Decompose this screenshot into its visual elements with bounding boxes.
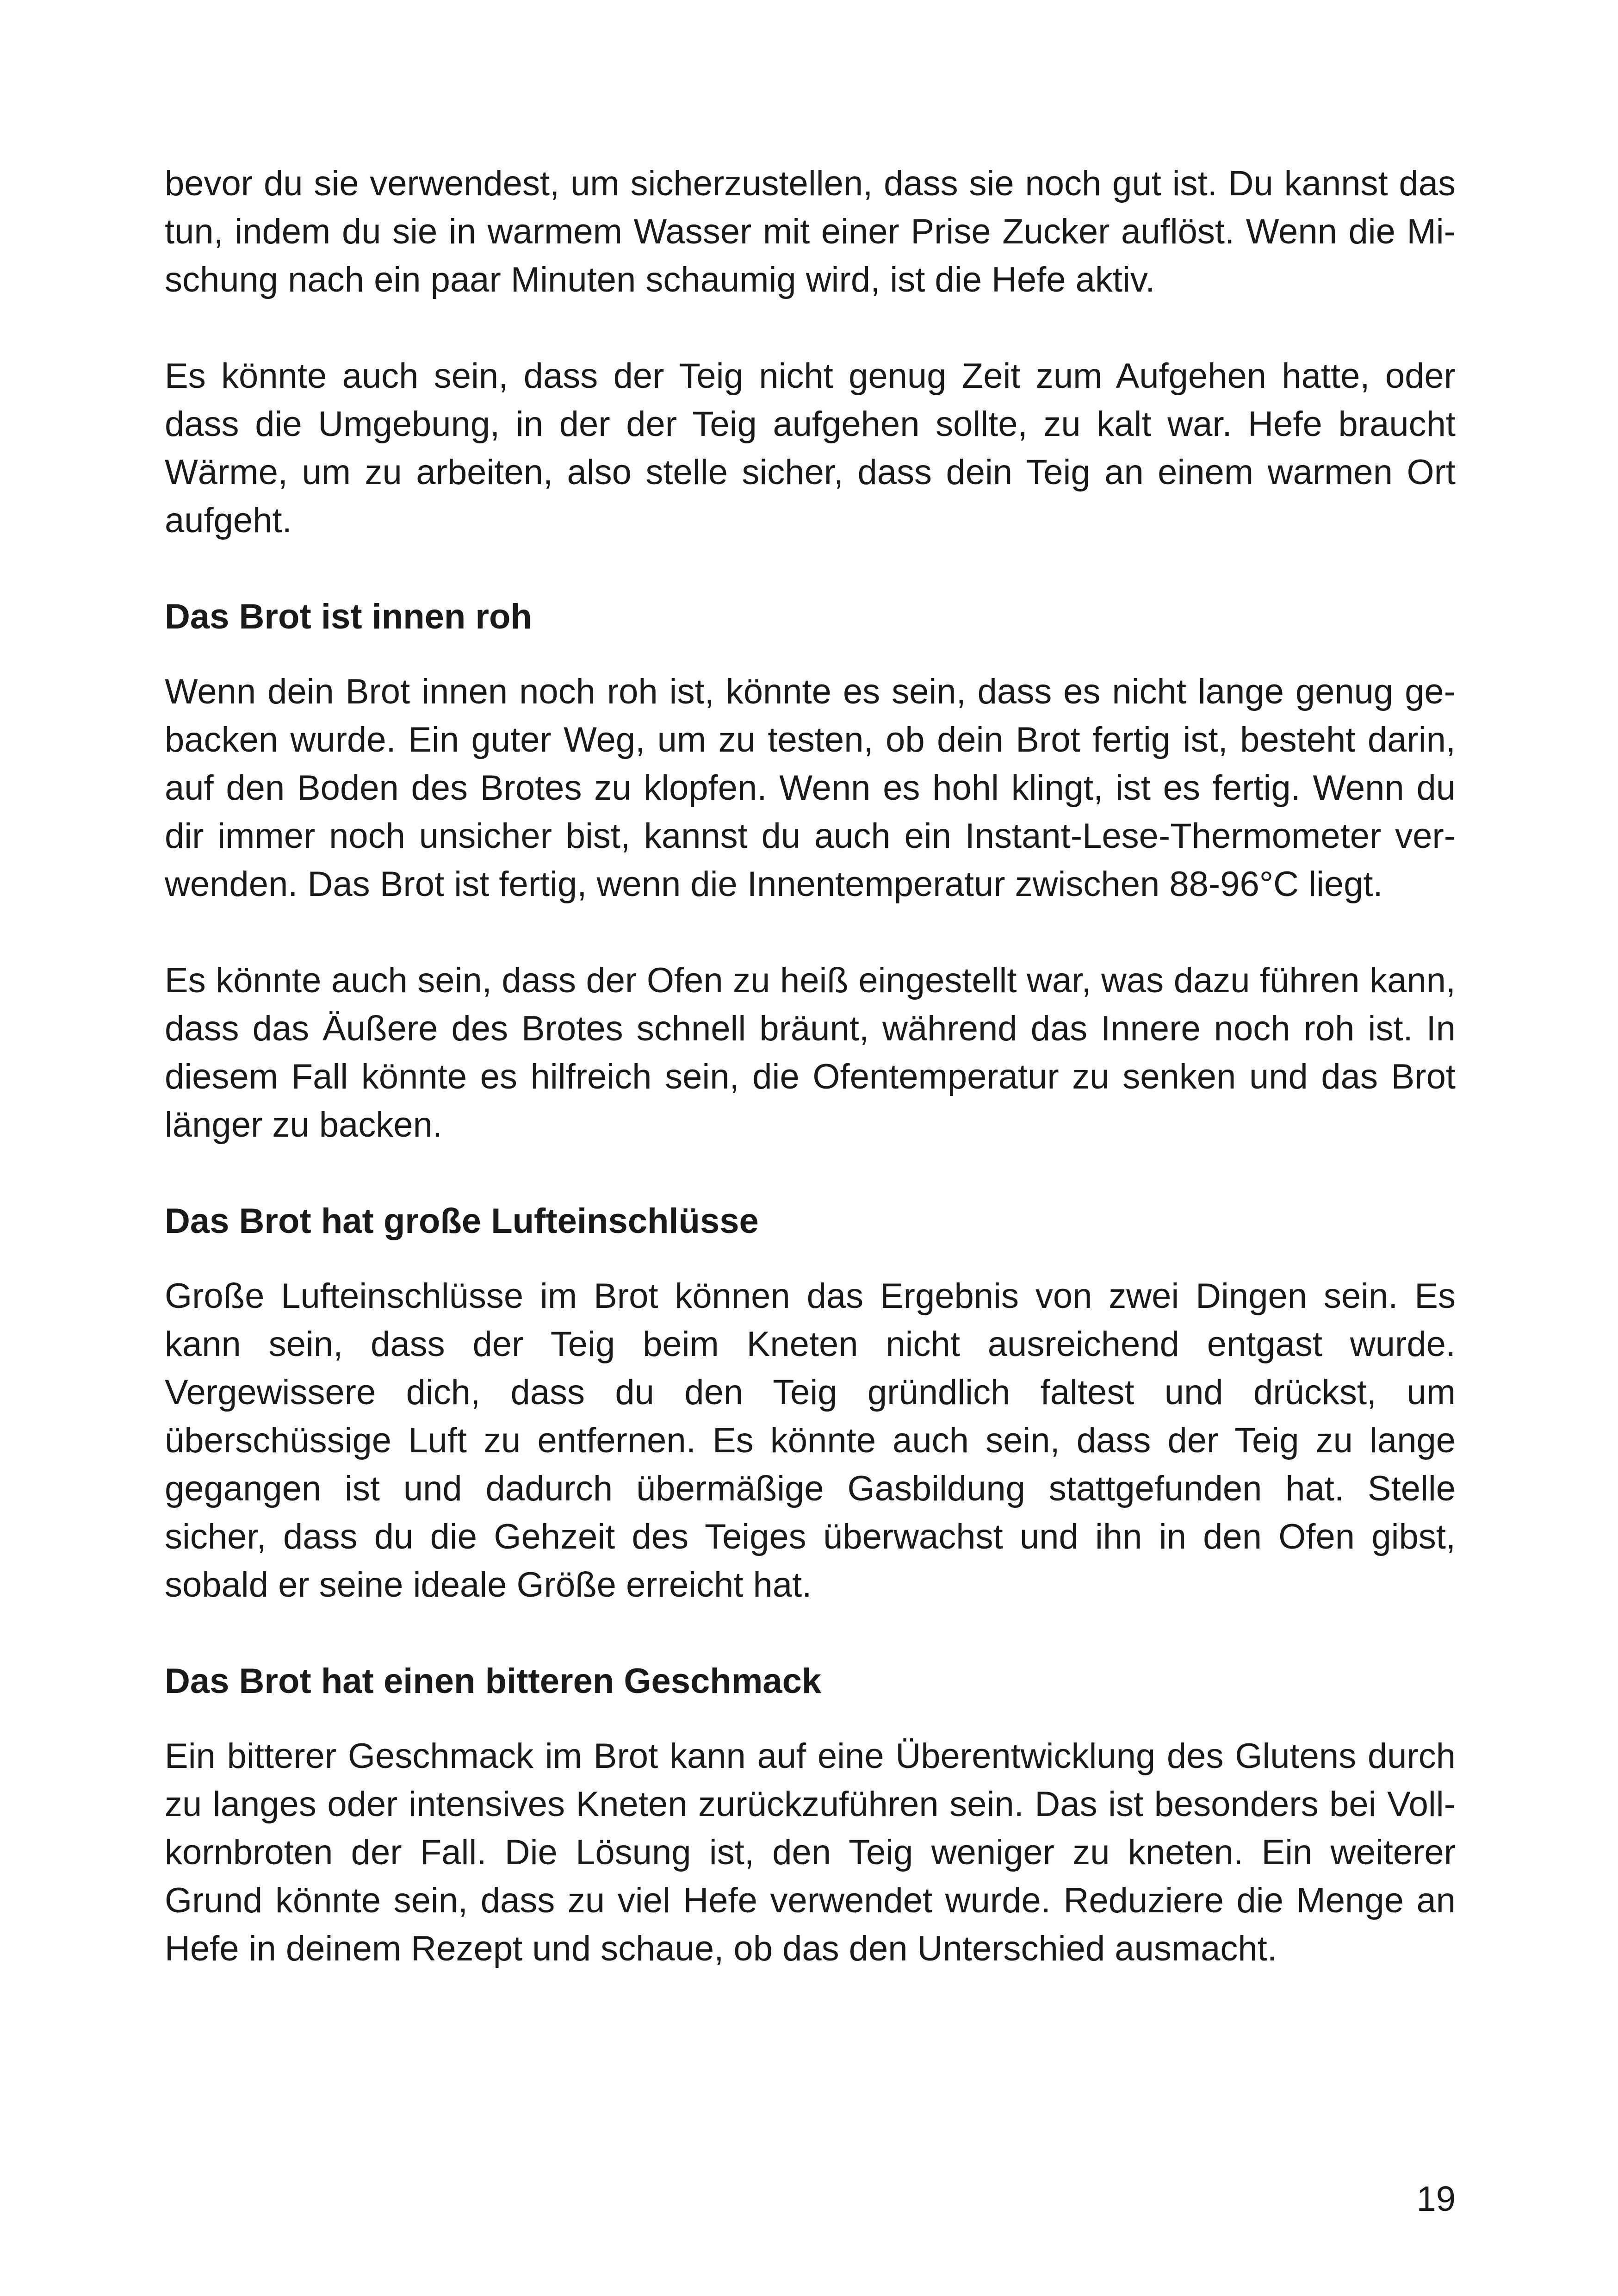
page-number: 19 bbox=[1416, 2179, 1456, 2219]
page-content bbox=[165, 160, 1456, 1973]
body-paragraph: Es könnte auch sein, dass der Ofen zu heiß eingestellt war, was dazu führen kann, dass das Äußere des Brotes schnell bräunt, während das Innere noch roh ist. In diesem Fall könnte es hilfreich sein, die Ofentemperatur zu senken und das Brot länger zu backen. bbox=[165, 961, 1456, 1145]
section-heading: Das Brot hat große Lufteinschlüsse bbox=[165, 1201, 759, 1241]
body-paragraph: Es könnte auch sein, dass der Teig nicht genug Zeit zum Aufgehen hatte, oder dass die Umgebung, in der der Teig aufgehen sollte, zu kalt war. Hefe braucht Wärme, um zu arbeiten, also stelle sicher, dass dein Teig an einem warmen Ort aufgeht. bbox=[165, 356, 1456, 540]
section-heading: Das Brot hat einen bitteren Geschmack bbox=[165, 1661, 822, 1701]
body-paragraph: Große Lufteinschlüsse im Brot können das Ergebnis von zwei Dingen sein. Es kann sein, dass der Teig beim Kneten nicht ausreichend entgast wurde. Vergewissere dich, dass du den Teig gründlich faltest und drückst, um überschüssige Luft zu entfernen. Es könnte auch sein, dass der Teig zu lange gegangen ist und dadurch übermäßige Gasbildung stattgefunden hat. Stelle sicher, dass du die Gehzeit des Teiges überwachst und ihn in den Ofen gibst, sobald er seine ideale Größe erreicht hat. bbox=[165, 1276, 1456, 1605]
body-paragraph: bevor du sie verwendest, um sicherzustellen, dass sie noch gut ist. Du kannst das tun, indem du sie in warmem Wasser mit einer Prise Zucker auflöst. Wenn die Mischung nach ein paar Minuten schaumig wird, ist die Hefe aktiv. bbox=[165, 164, 1456, 299]
body-paragraph: Ein bitterer Geschmack im Brot kann auf eine Überentwicklung des Glutens durch zu langes oder intensives Kneten zurückzuführen sein. Das ist besonders bei Vollkornbroten der Fall. Die Lösung ist, den Teig weniger zu kneten. Ein weiterer Grund könnte sein, dass zu viel Hefe verwendet wurde. Reduziere die Menge an Hefe in deinem Rezept und schaue, ob das den Unterschied ausmacht. bbox=[165, 1736, 1456, 1968]
body-paragraph: Wenn dein Brot innen noch roh ist, könnte es sein, dass es nicht lange genug gebacken wurde. Ein guter Weg, um zu testen, ob dein Brot fertig ist, besteht darin, auf den Boden des Brotes zu klopfen. Wenn es hohl klingt, ist es fertig. Wenn du dir immer noch unsicher bist, kannst du auch ein Instant-Lese-Thermometer verwenden. Das Brot ist fertig, wenn die Innentemperatur zwischen 88-96°C liegt. bbox=[165, 672, 1456, 904]
section-heading: Das Brot ist innen roh bbox=[165, 597, 532, 636]
